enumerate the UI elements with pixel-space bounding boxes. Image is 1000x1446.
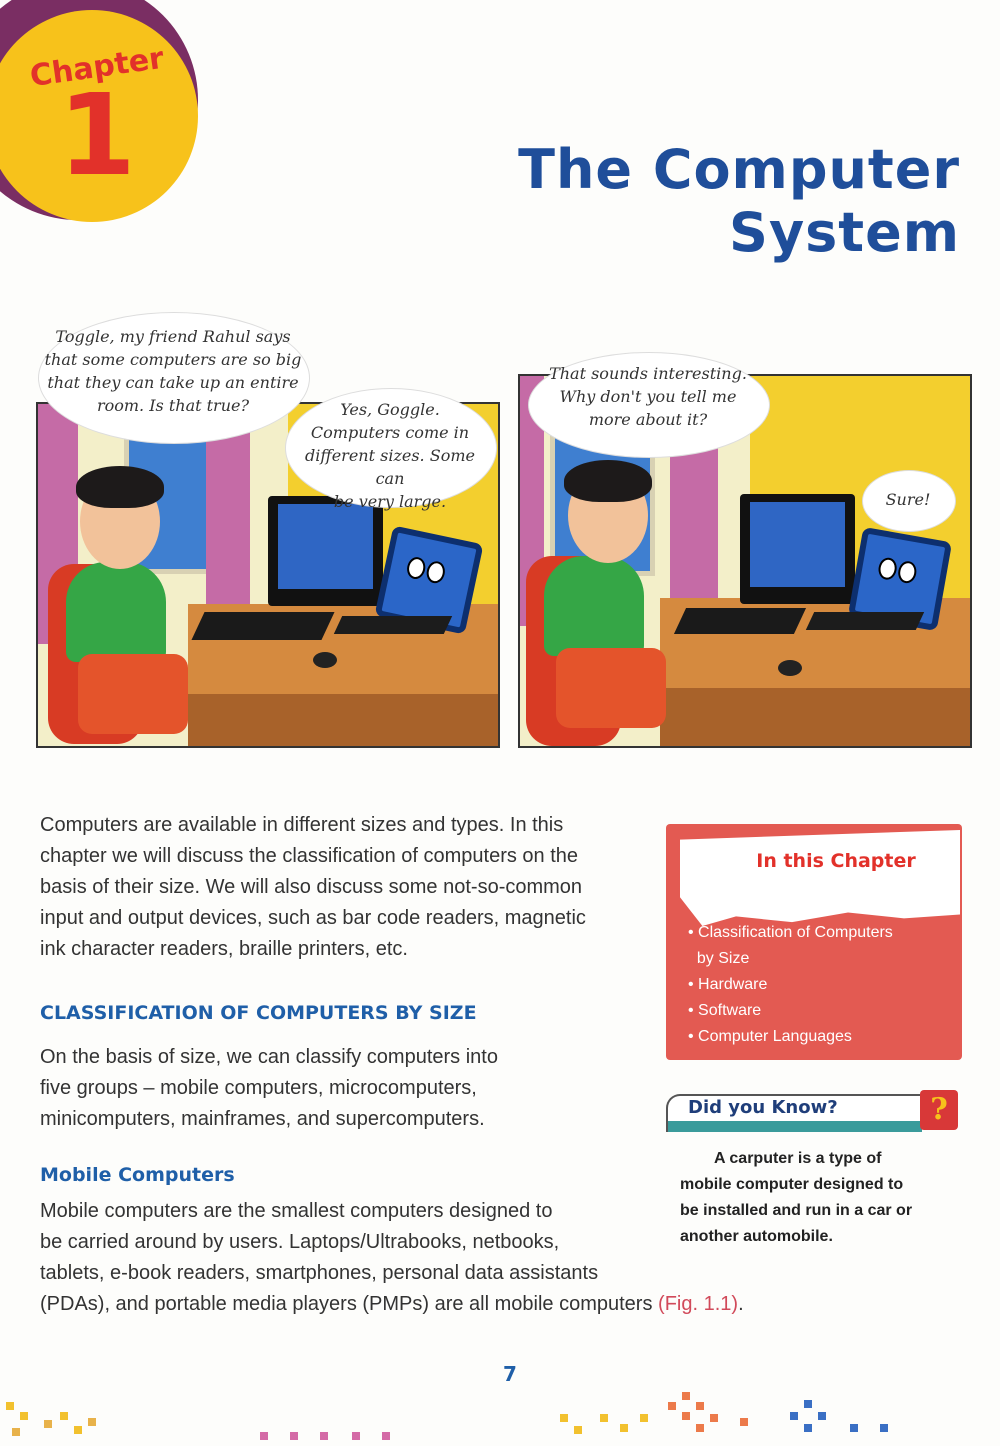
decor-square <box>574 1426 582 1434</box>
decor-square <box>640 1414 648 1422</box>
bubble-line: room. Is that true? <box>96 396 250 415</box>
intro-line: ink character readers, braille printers, etc. <box>40 938 408 960</box>
fact-line: A carputer is a type of <box>714 1150 882 1167</box>
decor-square <box>88 1418 96 1426</box>
decor-square <box>44 1420 52 1428</box>
laptop-base <box>334 616 452 634</box>
subheading: Mobile Computers <box>40 1164 235 1186</box>
chapter-topic: by Size <box>688 950 750 967</box>
chapter-box-paper <box>680 830 960 926</box>
decor-square <box>880 1424 888 1432</box>
boy-shirt <box>66 562 166 662</box>
bubble-line: Yes, Goggle. <box>340 400 440 419</box>
laptop-eye <box>405 555 427 580</box>
section-heading: CLASSIFICATION OF COMPUTERS BY SIZE <box>40 1002 477 1024</box>
laptop-eye <box>425 560 447 585</box>
section-line: minicomputers, mainframes, and supercomputers. <box>40 1108 485 1130</box>
decor-square <box>804 1424 812 1432</box>
decor-square <box>290 1432 298 1440</box>
boy-hair <box>564 460 652 502</box>
chapter-topic: • Classification of Computers <box>688 924 893 941</box>
decor-square <box>20 1412 28 1420</box>
mobile-line: tablets, e-book readers, smartphones, personal data assistants <box>40 1262 599 1284</box>
mouse <box>778 660 802 676</box>
decor-square <box>74 1426 82 1434</box>
laptop-eye <box>897 560 919 585</box>
decor-square <box>850 1424 858 1432</box>
mobile-line-text: (PDAs), and portable media players (PMPs) are all mobile computers <box>40 1293 653 1315</box>
decor-square <box>352 1432 360 1440</box>
decor-square <box>682 1392 690 1400</box>
decor-square <box>818 1412 826 1420</box>
bubble-text-toggle-2 <box>862 488 954 511</box>
chapter-topic: • Software <box>688 1002 762 1019</box>
mobile-line: be carried around by users. Laptops/Ultrabooks, netbooks, <box>40 1231 560 1253</box>
chapter-label: Chapter <box>27 40 167 95</box>
intro-line: input and output devices, such as bar code readers, magnetic <box>40 907 586 929</box>
decor-square <box>6 1402 14 1410</box>
keyboard <box>191 612 334 640</box>
bubble-line: Why don't you tell me <box>559 387 737 406</box>
boy-hair <box>76 466 164 508</box>
bubble-line: different sizes. Some can <box>305 446 475 488</box>
bubble-line: that they can take up an entire <box>47 373 299 392</box>
section-line: five groups – mobile computers, microcomputers, <box>40 1077 477 1099</box>
fact-line: mobile computer designed to <box>680 1176 904 1193</box>
did-you-know-title: Did you Know? <box>688 1097 838 1118</box>
desk-front <box>188 694 500 746</box>
intro-line: chapter we will discuss the classification of computers on the <box>40 845 579 867</box>
keyboard <box>674 608 806 634</box>
decor-square <box>12 1428 20 1436</box>
decor-square <box>804 1400 812 1408</box>
bubble-line: be very large. <box>333 492 447 511</box>
decor-square <box>320 1432 328 1440</box>
question-icon: ? <box>920 1090 958 1130</box>
monitor <box>740 494 855 604</box>
chapter-number: 1 <box>58 71 136 201</box>
figure-reference[interactable]: (Fig. 1.1) <box>658 1293 739 1315</box>
decor-square <box>740 1418 748 1426</box>
bubble-text-toggle-1 <box>290 398 490 513</box>
fact-line: be installed and run in a car or <box>680 1202 913 1219</box>
intro-paragraph <box>40 810 650 965</box>
section-line: On the basis of size, we can classify computers into <box>40 1046 498 1068</box>
intro-line: Computers are available in different sizes and types. In this <box>40 814 564 836</box>
mouse <box>313 652 337 668</box>
decor-square <box>790 1412 798 1420</box>
bubble-line: Computers come in <box>310 423 470 442</box>
monitor-screen <box>750 502 845 587</box>
desk-front <box>660 688 970 746</box>
bubble-text-goggle-2 <box>530 362 766 431</box>
page-title: The Computer System <box>518 138 960 264</box>
decor-square <box>682 1412 690 1420</box>
bubble-line: That sounds interesting. <box>549 364 747 383</box>
decor-square <box>620 1424 628 1432</box>
bubble-line: Sure! <box>885 490 931 509</box>
chapter-topic-list <box>688 920 958 1050</box>
decor-square <box>696 1402 704 1410</box>
bubble-line: more about it? <box>588 410 708 429</box>
laptop-eye <box>877 556 899 581</box>
fact-line: another automobile. <box>680 1228 833 1245</box>
in-this-chapter-box <box>666 824 962 1060</box>
in-this-chapter-title: In this Chapter <box>756 850 916 872</box>
page-number: 7 <box>503 1362 517 1386</box>
decor-square <box>668 1402 676 1410</box>
sentence-end: . <box>738 1293 744 1315</box>
mobile-line <box>40 1289 830 1320</box>
monitor-screen <box>278 504 373 589</box>
decor-square <box>382 1432 390 1440</box>
bubble-line: that some computers are so big <box>44 350 302 369</box>
intro-line: basis of their size. We will also discuss some not-so-common <box>40 876 583 898</box>
laptop-base <box>806 612 924 630</box>
decor-square <box>696 1424 704 1432</box>
chapter-topic: • Hardware <box>688 976 768 993</box>
mobile-paragraph <box>40 1196 830 1320</box>
footer-decoration <box>0 1390 1000 1446</box>
bubble-line: Toggle, my friend Rahul says <box>55 327 291 346</box>
decor-square <box>600 1414 608 1422</box>
bubble-text-goggle-1 <box>38 325 308 417</box>
decor-square <box>560 1414 568 1422</box>
chapter-topic: • Computer Languages <box>688 1028 852 1045</box>
boy-shirt <box>544 556 644 656</box>
boy-pants <box>78 654 188 734</box>
decor-square <box>260 1432 268 1440</box>
boy-pants <box>556 648 666 728</box>
mobile-line: Mobile computers are the smallest computers designed to <box>40 1200 553 1222</box>
section-paragraph <box>40 1042 640 1135</box>
decor-square <box>710 1414 718 1422</box>
decor-square <box>60 1412 68 1420</box>
